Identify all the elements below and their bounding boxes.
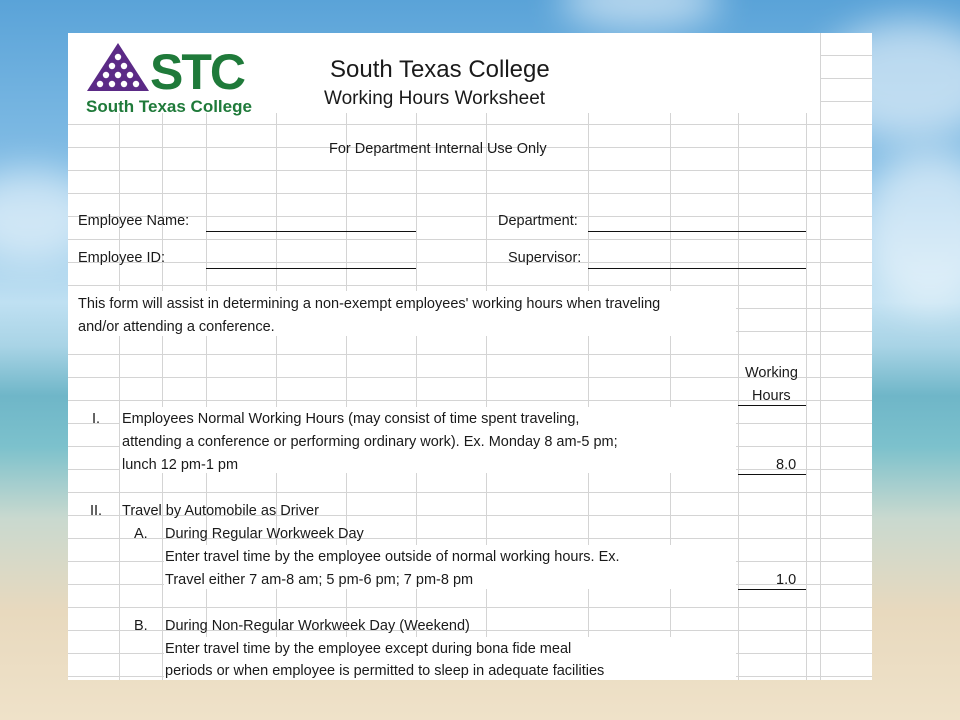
section-two-a-line1: Enter travel time by the employee outside of normal working hours. Ex. (165, 549, 620, 565)
working-hours-header-line2: Hours (752, 388, 791, 404)
section-two-a-letter: A. (134, 526, 148, 542)
section-one-numeral: I. (92, 411, 101, 427)
section-two-a-title: During Regular Workweek Day (165, 526, 364, 542)
department-label: Department: (498, 213, 578, 229)
section-one-line3: lunch 12 pm-1 pm (122, 457, 239, 473)
section-two-b-title: During Non-Regular Workweek Day (Weekend) (165, 618, 470, 634)
section-one-line1: Employees Normal Working Hours (may consist of time spent traveling, (122, 411, 580, 427)
supervisor-field[interactable] (588, 268, 806, 269)
background-cloud (860, 150, 960, 310)
section-two-a-hours-line (738, 589, 806, 590)
stc-logo (82, 39, 252, 117)
worksheet-title: Working Hours Worksheet (324, 88, 546, 109)
employee-id-field[interactable] (206, 268, 416, 269)
section-two-a-line2: Travel either 7 am-8 am; 5 pm-6 pm; 7 pm-8 pm (165, 572, 474, 588)
college-title: South Texas College (330, 56, 550, 83)
background-cloud (560, 0, 720, 30)
working-hours-header-line1: Working (745, 365, 798, 381)
internal-use-note: For Department Internal Use Only (329, 141, 547, 157)
section-one-hours-line (738, 474, 806, 475)
supervisor-label: Supervisor: (508, 250, 582, 266)
employee-id-label: Employee ID: (78, 250, 166, 266)
section-two-b-letter: B. (134, 618, 148, 634)
employee-name-label: Employee Name: (78, 213, 190, 229)
intro-text-line2: and/or attending a conference. (78, 319, 275, 335)
section-two-b-line1: Enter travel time by the employee except during bona fide meal (165, 641, 572, 657)
worksheet (68, 33, 872, 680)
intro-text-line1: This form will assist in determining a non-exempt employees' working hours when traveling (78, 296, 661, 312)
svg-text:South Texas College: South Texas College (86, 97, 252, 116)
section-two-numeral: II. (90, 503, 103, 519)
section-one-line2: attending a conference or performing ordinary work). Ex. Monday 8 am-5 pm; (122, 434, 618, 450)
section-one-hours[interactable]: 8.0 (776, 457, 797, 473)
employee-name-field[interactable] (206, 231, 416, 232)
section-two-title: Travel by Automobile as Driver (122, 503, 319, 519)
svg-text:STC: STC (150, 44, 244, 100)
department-field[interactable] (588, 231, 806, 232)
header-underline (738, 405, 806, 406)
section-two-b-line2: periods or when employee is permitted to sleep in adequate facilities (165, 663, 605, 679)
section-two-a-hours[interactable]: 1.0 (776, 572, 797, 588)
